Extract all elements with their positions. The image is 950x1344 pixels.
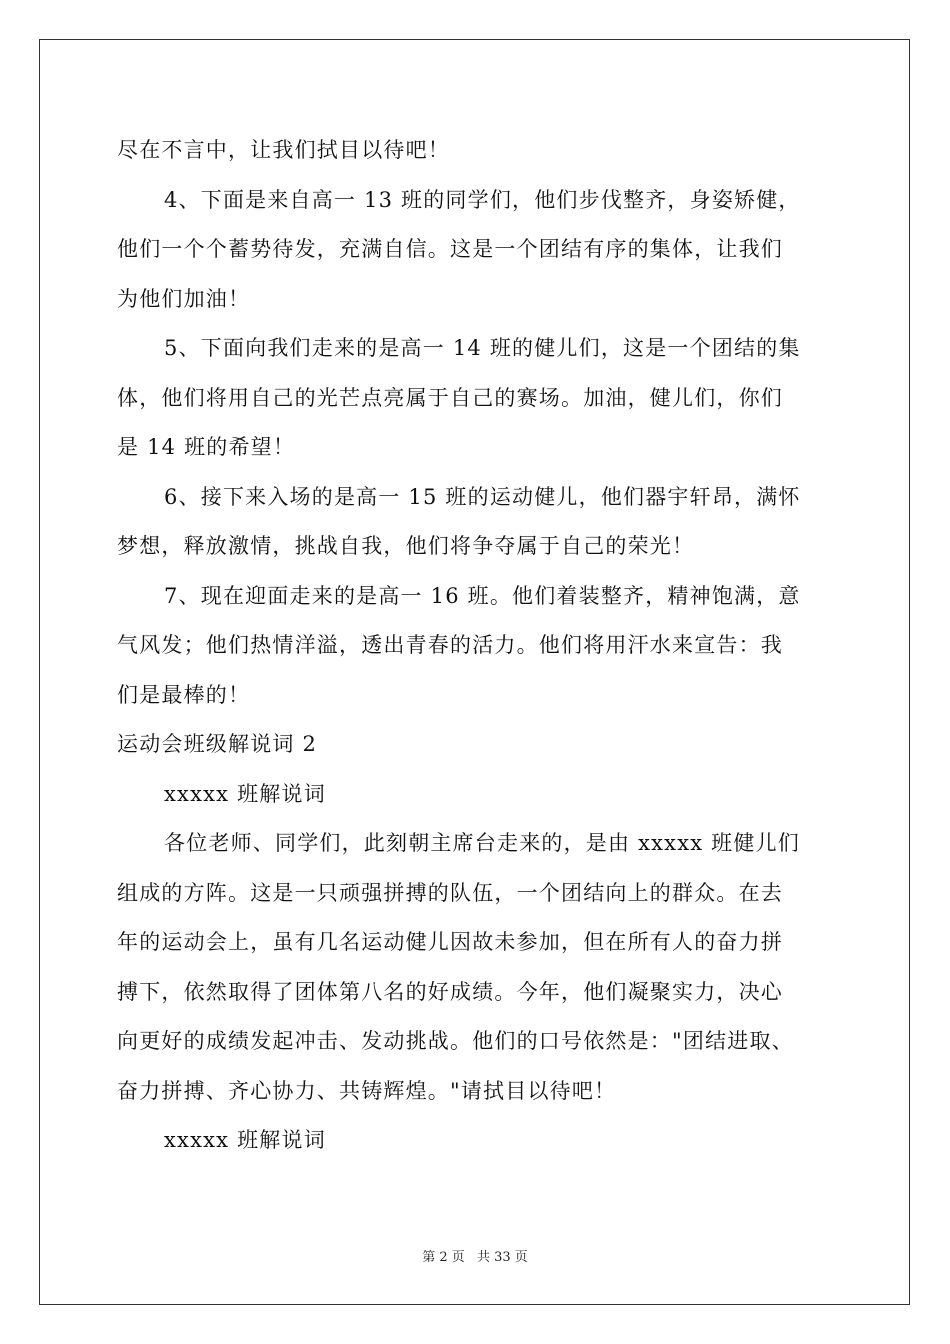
- page-total: 共 33 页: [476, 1250, 528, 1265]
- document-body: [117, 126, 835, 1166]
- text-line: 梦想，释放激情，挑战自我，他们将争夺属于自己的荣光！: [117, 534, 695, 558]
- text-line: 年的运动会上，虽有几名运动健儿因故未参加，但在所有人的奋力拼: [117, 930, 783, 954]
- text-line: 他们一个个蓄势待发，充满自信。这是一个团结有序的集体，让我们: [117, 237, 783, 261]
- text-line: 气风发；他们热情洋溢，透出青春的活力。他们将用汗水来宣告：我: [117, 633, 783, 657]
- text-line: 为他们加油！: [117, 286, 251, 311]
- text-line: 尽在不言中，让我们拭目以待吧！: [117, 138, 450, 162]
- text-line: 搏下，依然取得了团体第八名的好成绩。今年，他们凝聚实力，决心: [117, 979, 783, 1004]
- text-line: 奋力拼搏、齐心协力、共铸辉煌。"请拭目以待吧！: [117, 1078, 617, 1103]
- paragraph-item-5: 5、下面向我们走来的是高一 14 班的健儿们，这是一个团结的集: [164, 336, 801, 360]
- paragraph-item-6: 6、接下来入场的是高一 15 班的运动健儿，他们器宇轩昂，满怀: [164, 484, 801, 509]
- text-line: 们是最棒的！: [117, 682, 251, 707]
- subheading: xxxxx 班解说词: [164, 1128, 326, 1152]
- paragraph-start: 各位老师、同学们，此刻朝主席台走来的，是由 xxxxx 班健儿们: [164, 831, 800, 855]
- text-line: 向更好的成绩发起冲击、发动挑战。他们的口号依然是："团结进取、: [117, 1029, 794, 1053]
- paragraph-item-7: 7、现在迎面走来的是高一 16 班。他们着装整齐，精神饱满，意: [164, 583, 801, 608]
- text-line: 体，他们将用自己的光芒点亮属于自己的赛场。加油，健儿们，你们: [117, 385, 783, 410]
- page-number: 第 2 页: [422, 1250, 465, 1265]
- paragraph-item-4: 4、下面是来自高一 13 班的同学们，他们步伐整齐，身姿矫健，: [164, 187, 801, 212]
- section-heading: 运动会班级解说词 2: [117, 732, 318, 756]
- subheading: xxxxx 班解说词: [164, 781, 326, 806]
- text-line: 组成的方阵。这是一只顽强拼搏的队伍，一个团结向上的群众。在去: [117, 880, 783, 905]
- page-footer: [0, 1246, 950, 1265]
- text-line: 是 14 班的希望！: [117, 435, 296, 459]
